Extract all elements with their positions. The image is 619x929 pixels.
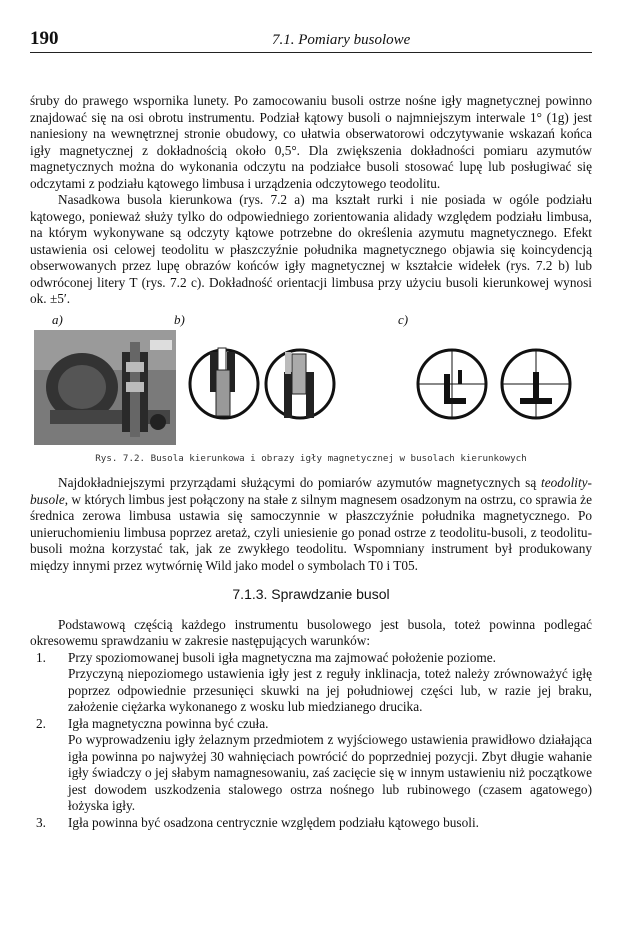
list-item	[36, 715, 592, 815]
paragraph-3-start: Najdokładniejszymi przyrządami służącymi do pomiarów azymutów magnetycznych są	[58, 475, 542, 490]
page-body	[30, 93, 592, 831]
figure-caption: Rys. 7.2. Busola kierunkowa i obrazy igły magnetycznej w busolach kierunkowych	[95, 452, 527, 464]
page-header	[30, 28, 592, 53]
paragraph-2: Nasadkowa busola kierunkowa (rys. 7.2 a) ma kształt rurki i nie posiada w ogóle podziału kątowego, ponieważ służy tylko do odpowiedniego zorientowania alidady względem podziału limbusa, na którym wykonywane są odczyty kątowe potrzebne do określenia azymutu magnetycznego. Efekt ustawienia osi celowej teodolitu w płaszczyźnie południka magnetycznego objawia się koincydencją obserwowanych przez lupę obrazów końców igły magnetycznej w kształcie widełek (rys. 7.2 b) lub odwróconej litery T (rys. 7.2 c). Dokładność orientacji limbusa przy użyciu busoli kierunkowej wynosi ok. ±5′.	[30, 192, 592, 306]
term-teodolity-busole: teodolity-busole	[30, 475, 592, 507]
list-item-number: 3.	[36, 814, 46, 830]
list-item-head: Igła powinna być osadzona centrycznie względem podziału kątowego busoli.	[68, 814, 479, 830]
list-item-body: Przyczyną niepoziomego ustawienia igły jest z reguły inklinacja, toteż należy zrównoważyć igłę poprzez odpowiednie przesunięci skuwki na jej południowej części lub, w razie jej braku, założenie ciężarka wykonanego z wosku lub miedzianego drucika.	[68, 666, 592, 714]
list-item-number: 1.	[36, 649, 46, 665]
list-item-body: Po wyprowadzeniu igły żelaznym przedmiotem z wyjściowego ustawienia prawidłowo działająca igła powinna po najwyżej 30 wahnięciach powrócić do poprzedniej pozycji. Zbyt długie wahanie igły świadczy o jej słabym namagnesowaniu, zaś zacięcie się w innym ustawieniu niż początkowe jest dowodem uszkodzenia stalowego ostrza nośnego lub rubinowego (czasem agatowego) łożyska igły.	[68, 732, 592, 813]
paragraph-1: śruby do prawego wspornika lunety. Po zamocowaniu busoli ostrze nośne igły magnetycznej powinno znajdować się na osi obrotu instrumentu. Podział kątowy busoli o najmniejszym interwale 1° (1g) jest naniesiony na wewnętrznej stronie obudowy, co ułatwia obserwatorowi odczytywanie wskazań końca igły magnetycznej z dokładnością około 0,5°. Dla zwiększenia dokładności pomiaru azymutów magnetycznych można do wykonania odczytu na podziałce busoli stosować lupę lub posługiwać się odczytami z podziału kątowego limbusa i urządzenia odczytowego teodolitu.	[30, 93, 592, 191]
needle-inverted-t-image-1	[418, 350, 486, 418]
figure-7-2	[30, 312, 592, 447]
paragraph-4: Podstawową częścią każdego instrumentu busolowego jest busola, toteż powinna podlegać okresowemu sprawdzaniu w zakresie następujących warunków:	[30, 616, 592, 648]
page-number: 190	[30, 28, 59, 49]
conditions-list	[30, 650, 592, 832]
list-item-number: 2.	[36, 715, 46, 731]
needle-fork-image-1	[190, 348, 258, 418]
figure-label-b: b)	[174, 311, 185, 327]
figure-label-c: c)	[398, 311, 409, 327]
list-item	[36, 814, 592, 832]
section-heading: 7.1.3. Sprawdzanie busol	[232, 586, 390, 602]
paragraph-3	[30, 475, 592, 574]
running-title: 7.1. Pomiary busolowe	[272, 32, 411, 48]
compass-instrument-photo	[34, 330, 176, 445]
figure-label-a: a)	[52, 311, 63, 327]
list-item	[36, 649, 592, 716]
needle-inverted-t-image-2	[502, 350, 570, 418]
needle-fork-image-2	[266, 350, 334, 418]
page	[30, 28, 592, 831]
list-item-head: Przy spoziomowanej busoli igła magnetyczna ma zajmować położenie poziome.	[68, 649, 496, 665]
figure-illustration	[30, 312, 592, 447]
list-item-head: Igła magnetyczna powinna być czuła.	[68, 715, 269, 731]
paragraph-3-end: , w których limbus jest połączony na stałe z silnym magnesem osadzonym na ostrzu, co sprawia że średnica zerowa limbusa ustawia się samoczynnie w płaszczyźnie południka magnetycznego. Po unieruchomieniu limbusa poprzez aretaż, czyli uniesienie go ponad ostrze z teodolitu-busoli, z teodolitu-busoli można korzystać tak, jak ze zwykłego teodolitu. Wspomniany instrument był produkowany między innymi przez wytwórnię Wild jako model o symbolach T0 i T05.	[30, 491, 592, 573]
